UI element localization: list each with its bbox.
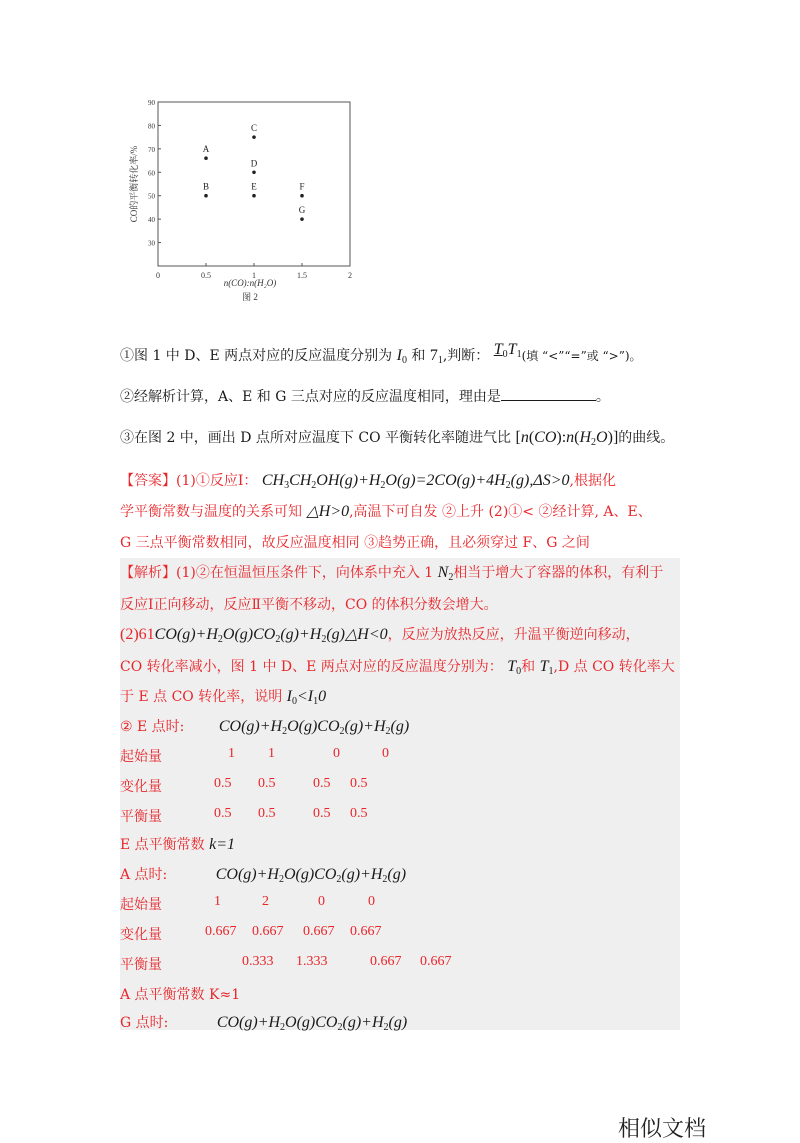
figure-2-chart xyxy=(120,96,360,326)
a-change-2: 0.667 xyxy=(252,924,284,939)
a-equil-2: 1.333 xyxy=(296,954,328,969)
y-tick-label: 30 xyxy=(148,239,155,248)
e-equil-2: 0.5 xyxy=(258,806,276,821)
q2-blank xyxy=(501,386,596,401)
data-point-a xyxy=(204,156,208,160)
x-axis-label: n(CO):n(H₂O) xyxy=(223,278,277,288)
figure-caption: 图 2 xyxy=(242,292,258,302)
a-k-line: A 点平衡常数 K≈1 xyxy=(120,987,241,1003)
q2-end: 。 xyxy=(595,389,610,405)
question-3 xyxy=(120,428,674,453)
analysis-1-tail: 相当于增大了容器的体积，有利于 xyxy=(453,565,664,581)
var-t1: $T_1$ xyxy=(539,658,554,677)
a-equil-label: 平衡量 xyxy=(120,957,162,973)
y-tick-label: 50 xyxy=(148,192,155,201)
e-change-label: 变化量 xyxy=(120,779,162,795)
analysis-4-tail: ,D 点 CO 转化率大 xyxy=(553,659,675,675)
y-tick-label: 70 xyxy=(148,145,155,154)
e-start-2: 1 xyxy=(268,746,275,761)
e-equil-4: 0.5 xyxy=(350,806,368,821)
a-start-4: 0 xyxy=(368,894,375,909)
var-t0-t1: $T_0T_1$ xyxy=(493,341,522,360)
e-change-4: 0.5 xyxy=(350,776,368,791)
y-tick-label: 40 xyxy=(148,216,155,225)
q2-text: ②经解析计算，A、E 和 G 三点对应的反应温度相同，理由是 xyxy=(120,389,501,405)
i0-less-i1: $I_0<I_10$ xyxy=(286,688,327,707)
point-label-b: B xyxy=(202,181,210,192)
analysis-4-text: CO 转化率减小，图 1 中 D、E 两点对应的反应温度分别为： xyxy=(120,659,503,675)
data-point-g xyxy=(300,217,304,221)
data-point-b xyxy=(204,194,208,198)
analysis-4-and: 和 xyxy=(521,659,536,675)
data-point-c xyxy=(252,135,256,139)
q1-text-c: ,判断： xyxy=(442,348,490,364)
var-7-1: $7_1$ xyxy=(429,347,443,366)
question-1 xyxy=(120,341,642,371)
e-start-label: 起始量 xyxy=(120,749,162,765)
q3-text-a: ③在图 2 中，画出 D 点所对应温度下 CO 平衡转化率随进气比 xyxy=(120,430,512,446)
e-head-label: ② E 点时: xyxy=(120,719,185,735)
e-start-4: 0 xyxy=(382,746,389,761)
x-tick-label: 0.5 xyxy=(201,271,211,280)
g-equation: $CO(g)+H_2O(g)CO_2(g)+H_2(g)$ xyxy=(216,1014,408,1033)
y-tick-label: 60 xyxy=(148,169,155,178)
var-i0: $I_0$ xyxy=(396,347,407,366)
point-label-a: A xyxy=(202,144,210,155)
analysis-5-text: 于 E 点 CO 转化率，说明 xyxy=(120,689,283,705)
a-equation: $CO(g)+H_2O(g)CO_2(g)+H_2(g)$ xyxy=(215,866,407,885)
e-equation: $CO(g)+H_2O(g)CO_2(g)+H_2(g)$ xyxy=(218,718,410,737)
analysis-3-prefix: (2)61 xyxy=(120,626,155,643)
a-change-label: 变化量 xyxy=(120,927,162,943)
answer-label: 【答案】(1)①反应Ⅰ： xyxy=(120,473,258,489)
x-tick-label: 1 xyxy=(252,271,256,280)
e-k-value: k=1 xyxy=(209,836,236,853)
e-change-1: 0.5 xyxy=(214,776,232,791)
answer-2-tail: ,高温下可自发 ②上升 (2)①< ②经计算, A、E、 xyxy=(349,504,652,520)
delta-h-expression: △H>0 xyxy=(306,503,350,520)
point-label-g: G xyxy=(298,205,306,216)
a-change-3: 0.667 xyxy=(303,924,335,939)
e-point-header xyxy=(120,716,409,737)
answer-2-text: 学平衡常数与温度的关系可知 xyxy=(120,504,302,520)
e-equil-3: 0.5 xyxy=(313,806,331,821)
answer-line-3: G 三点平衡常数相同，故反应温度相同 ③趋势正确，且必须穿过 F、G 之间 xyxy=(120,535,590,551)
a-point-header xyxy=(120,864,406,885)
data-point-f xyxy=(300,194,304,198)
e-change-3: 0.5 xyxy=(313,776,331,791)
ratio-expression: $[n(CO):n(H_2O)]$ xyxy=(515,429,619,448)
a-start-3: 0 xyxy=(318,894,325,909)
y-axis-label: CO的平衡转化率/% xyxy=(129,145,139,223)
point-label-f: F xyxy=(299,181,305,192)
e-equil-label: 平衡量 xyxy=(120,809,162,825)
e-k-line xyxy=(120,834,235,854)
a-change-4: 0.667 xyxy=(350,924,382,939)
g-point-header xyxy=(120,1012,407,1033)
q1-text-a: ①图 1 中 D、E 两点对应的反应温度分别为 xyxy=(120,348,393,364)
analysis-3-tail: ，反应为放热反应，升温平衡逆向移动， xyxy=(387,627,640,643)
answer-1-tail: ,根据化 xyxy=(569,473,616,489)
y-tick-label: 80 xyxy=(148,122,155,131)
a-start-2: 2 xyxy=(262,894,269,909)
y-tick-label: 90 xyxy=(148,99,155,107)
answer-line-1 xyxy=(120,471,616,496)
a-change-1: 0.667 xyxy=(205,924,237,939)
x-tick-label: 0 xyxy=(156,271,160,280)
analysis-label: 【解析】(1)②在恒温恒压条件下，向体系中充入 1 xyxy=(120,565,434,581)
question-2 xyxy=(120,386,610,407)
x-tick-label: 1.5 xyxy=(297,271,307,280)
q1-text-d: (填 “<”“=”或 “>”)。 xyxy=(521,349,642,363)
analysis-line-1 xyxy=(120,562,663,583)
analysis-line-4 xyxy=(120,656,675,677)
point-label-e: E xyxy=(251,181,257,192)
answer-line-2 xyxy=(120,502,652,522)
footer-label: 相似文档 xyxy=(618,1117,707,1142)
data-point-e xyxy=(252,194,256,198)
e-k-label: E 点平衡常数 xyxy=(120,837,205,853)
a-equil-4: 0.667 xyxy=(420,954,452,969)
analysis-line-5 xyxy=(120,686,326,707)
e-start-1: 1 xyxy=(228,746,235,761)
q3-text-b: 的曲线。 xyxy=(618,430,675,446)
analysis-line-2: 反应Ⅰ正向移动，反应Ⅱ平衡不移动，CO 的体积分数会增大。 xyxy=(120,597,498,613)
x-tick-label: 2 xyxy=(348,271,352,280)
q1-text-b: 和 xyxy=(411,348,426,364)
g-head-label: G 点时: xyxy=(120,1015,169,1031)
a-equil-3: 0.667 xyxy=(370,954,402,969)
point-label-d: D xyxy=(250,158,258,169)
point-label-c: C xyxy=(250,123,258,134)
data-point-d xyxy=(252,170,256,174)
var-t0: $T_0$ xyxy=(507,658,522,677)
e-equil-1: 0.5 xyxy=(214,806,232,821)
n2-formula: $N_2$ xyxy=(437,564,454,583)
analysis-line-3 xyxy=(120,624,640,645)
e-start-3: 0 xyxy=(333,746,340,761)
a-start-label: 起始量 xyxy=(120,897,162,913)
reaction-2-equation: $CO(g)+H_2O(g)CO_2(g)+H_2(g)\triangle H<0$ xyxy=(154,626,388,645)
a-equil-1: 0.333 xyxy=(242,954,274,969)
a-start-1: 1 xyxy=(214,894,221,909)
e-change-2: 0.5 xyxy=(258,776,276,791)
reaction-1-equation: $CH_3CH_2OH(g)+H_2O(g)=2CO(g)+4H_2(g),\Delta S>0$ xyxy=(261,472,570,491)
a-head-label: A 点时: xyxy=(120,867,168,883)
